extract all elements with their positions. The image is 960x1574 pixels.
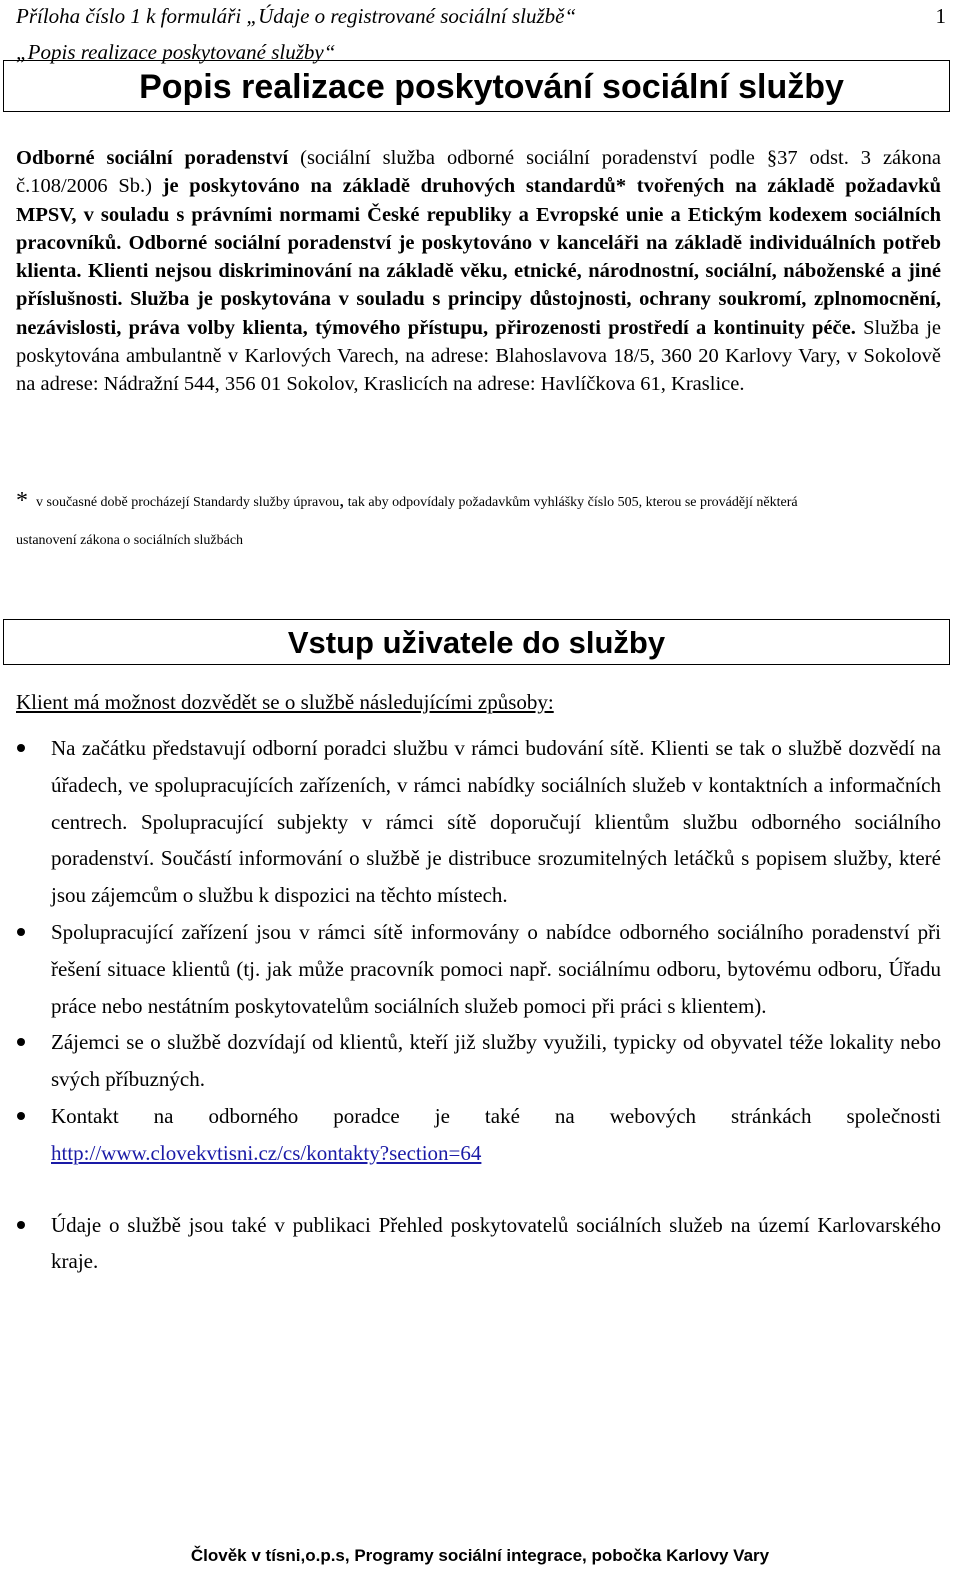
footnote-line2: ustanovení zákona o sociálních službách bbox=[16, 533, 244, 548]
attachment-text: Příloha číslo 1 k formuláři „Údaje o registrované sociální službě“ bbox=[16, 4, 577, 28]
contact-text: Kontakt na odborného poradce je také na webových stránkách společnosti bbox=[51, 1103, 941, 1128]
footnote-text-b: tak aby odpovídaly požadavkům vyhlášky číslo 505, kterou se provádějí některá bbox=[344, 495, 798, 510]
list-item: Spolupracující zařízení jsou v rámci sítě informovány o nabídce odborného sociálního poradenství při řešení situace klientů (tj. jak může pracovník pomoci např. sociálnímu odboru, bytovému odboru, Úřadu práce nebo nestátním poskytovatelům sociálních služeb pomoci při práci s klientem). bbox=[16, 914, 941, 1024]
header-subtitle: „Popis realizace poskytované služby“ bbox=[16, 40, 336, 64]
page-footer: Člověk v tísni,o.p.s, Programy sociální integrace, pobočka Karlovy Vary bbox=[190, 1546, 770, 1565]
footnote-text-a: v současné době procházejí Standardy služby úpravou bbox=[36, 495, 340, 510]
list-item-contact bbox=[16, 1098, 941, 1172]
contact-link[interactable]: http://www.clovekvtisni.cz/cs/kontakty?section=64 bbox=[51, 1140, 482, 1165]
ways-intro: Klient má možnost dozvědět se o službě následujícími způsoby: bbox=[16, 690, 554, 714]
intro-paragraph bbox=[16, 144, 941, 399]
page-number: 1 bbox=[935, 4, 946, 28]
intro-normal-1: (sociální služba odborné sociální poradenství podle §37 odst. 3 zákona č.108/2006 Sb.) bbox=[16, 147, 941, 198]
footnote-comma: , bbox=[339, 489, 345, 511]
footnote bbox=[16, 490, 946, 551]
intro-normal-2: Služba je poskytována ambulantně v Karlových Varech, na adrese: Blahoslavova 18/5, 360 20 Karlovy Vary, v Sokolově na adrese: Nádražní 544, 356 01 Sokolov, Kraslicích na adrese: Havlíčkova 61, Kraslice. bbox=[16, 316, 942, 396]
footnote-star: * bbox=[16, 488, 28, 514]
main-title: Popis realizace poskytování sociální služby bbox=[3, 60, 950, 112]
list-item: Zájemci se o službě dozvídají od klientů, kteří již služby využili, typicky od obyvatel téže lokality nebo svých příbuzných. bbox=[16, 1024, 941, 1098]
list-item: Údaje o službě jsou také v publikaci Přehled poskytovatelů sociálních služeb na území Karlovarského kraje. bbox=[16, 1207, 941, 1281]
ways-list bbox=[16, 730, 941, 1280]
section-title: Vstup uživatele do služby bbox=[3, 619, 950, 665]
intro-bold-1: Odborné sociální poradenství bbox=[16, 147, 289, 169]
list-item: Na začátku představují odborní poradci službu v rámci budování sítě. Klienti se tak o službě dozvědí na úřadech, ve spolupracujících zařízeních, v rámci nabídky sociálních služeb v kontaktních a informačních centrech. Spolupracující subjekty v rámci sítě doporučují klientům službu odborného sociálního poradenství. Součástí informování o službě je distribuce srozumitelných letáčků s popisem služby, které jsou zájemcům o službu k dispozici na těchto místech. bbox=[16, 730, 941, 914]
intro-bold-2: je poskytováno na základě druhových standardů* tvořených na základě požadavků MPSV, v souladu s právními normami České republiky a Evropské unie a Etickým kodexem sociálních pracovníků. Odborné sociální poradenství je poskytováno v kanceláři na základě individuálních potřeb klienta. Klienti nejsou diskriminování na základě věku, etnické, národnostní, sociální, náboženské a jiné příslušnosti. Služba je poskytována v souladu s principy důstojnosti, ochrany soukromí, zplnomocnění, nezávislosti, práva volby klienta, týmového přístupu, přirozenosti prostředí a kontinuity péče. bbox=[16, 175, 941, 339]
header-attachment-line bbox=[16, 4, 946, 29]
